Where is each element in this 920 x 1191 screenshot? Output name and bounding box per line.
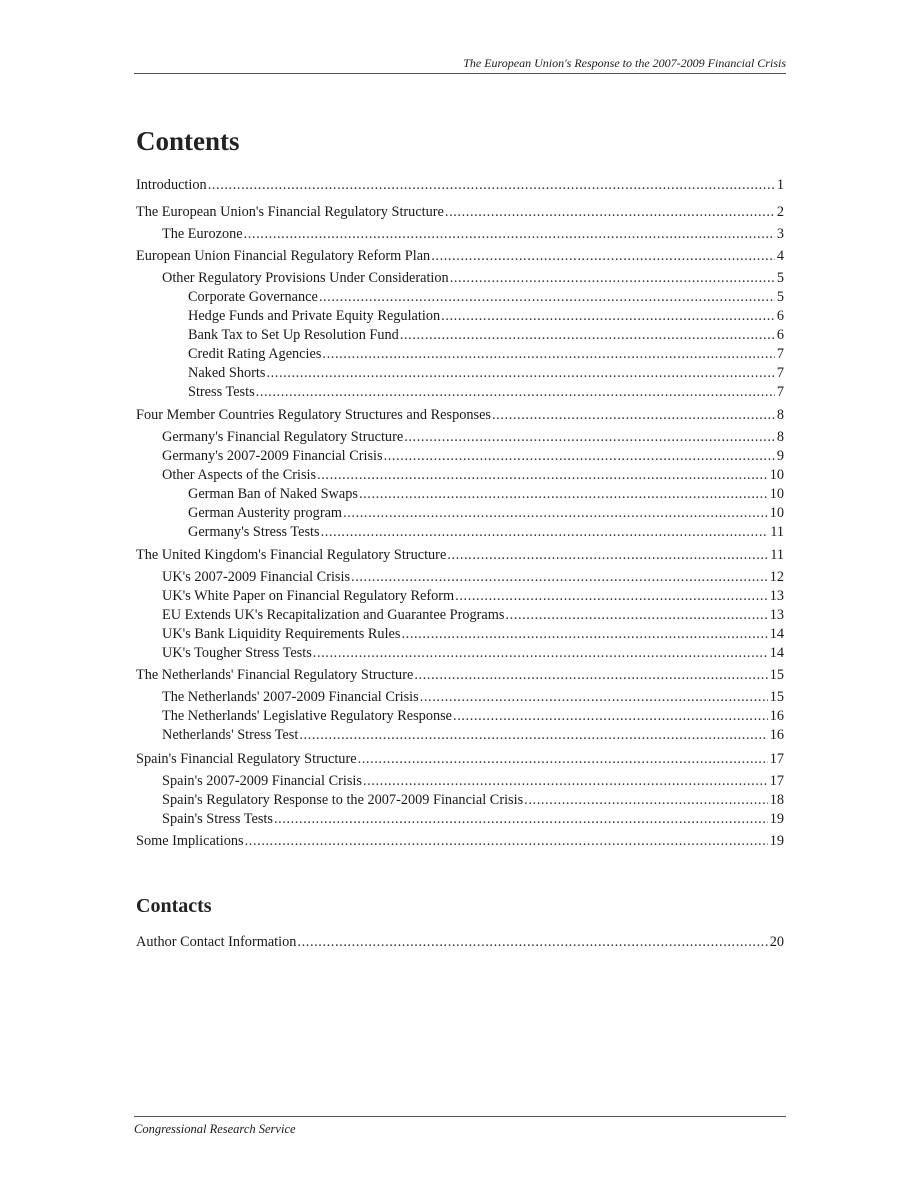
dot-leader — [401, 625, 767, 643]
toc-entry-page: 7 — [776, 346, 784, 362]
page-footer — [134, 1116, 786, 1137]
toc-entry-netherlands-stress-test[interactable] — [136, 726, 784, 744]
toc-entry-page: 15 — [769, 689, 784, 705]
toc-entry-netherlands-legislative[interactable] — [136, 707, 784, 725]
dot-leader — [492, 406, 775, 424]
toc-entry-title: UK's 2007-2009 Financial Crisis — [162, 569, 351, 585]
toc-entry-title: European Union Financial Regulatory Reform Plan — [136, 248, 431, 264]
toc-entry-page: 17 — [769, 751, 784, 767]
toc-entry-page: 9 — [776, 448, 784, 464]
contents-heading: Contents — [136, 126, 240, 156]
dot-leader — [244, 225, 775, 243]
toc-entry-title: The European Union's Financial Regulatory Structure — [136, 204, 444, 220]
dot-leader — [359, 485, 768, 503]
footer-publisher: Congressional Research Service — [134, 1122, 296, 1136]
toc-entry-stress-tests[interactable] — [136, 383, 784, 401]
toc-entry-uk-white-paper[interactable] — [136, 587, 784, 605]
toc-entry-uk-crisis[interactable] — [136, 568, 784, 586]
toc-entry-netherlands-crisis[interactable] — [136, 688, 784, 706]
toc-entry-page: 7 — [776, 365, 784, 381]
dot-leader — [274, 810, 768, 828]
toc-entry-spain-structure[interactable] — [136, 750, 784, 768]
toc-entry-title: German Ban of Naked Swaps — [188, 486, 358, 502]
dot-leader — [245, 832, 768, 850]
toc-entry-page: 7 — [776, 384, 784, 400]
toc-entry-title: Netherlands' Stress Test — [162, 727, 299, 743]
toc-entry-uk-stress-tests[interactable] — [136, 644, 784, 662]
dot-leader — [363, 772, 768, 790]
toc-entry-page: 13 — [769, 607, 784, 623]
dot-leader — [400, 326, 775, 344]
toc-entry-netherlands-structure[interactable] — [136, 666, 784, 684]
toc-entry-title: Author Contact Information — [136, 934, 297, 950]
toc-entry-page: 11 — [770, 547, 784, 563]
toc-entry-title: The Netherlands' Legislative Regulatory Response — [162, 708, 453, 724]
toc-entry-uk-liquidity[interactable] — [136, 625, 784, 643]
toc-entry-page: 1 — [776, 177, 784, 193]
contacts-heading: Contacts — [136, 895, 212, 917]
toc-entry-page: 14 — [769, 645, 784, 661]
toc-entry-title: Naked Shorts — [188, 365, 266, 381]
toc-entry-german-ban[interactable] — [136, 485, 784, 503]
dot-leader — [445, 203, 775, 221]
toc-entry-naked-shorts[interactable] — [136, 364, 784, 382]
toc-entry-title: Spain's Stress Tests — [162, 811, 273, 827]
dot-leader — [450, 269, 775, 287]
toc-entry-page: 8 — [776, 407, 784, 423]
dot-leader — [297, 933, 767, 951]
toc-entry-title: Credit Rating Agencies — [188, 346, 322, 362]
toc-entry-bank-tax[interactable] — [136, 326, 784, 344]
toc-entry-page: 15 — [769, 667, 784, 683]
toc-entry-title: Four Member Countries Regulatory Structures and Responses — [136, 407, 491, 423]
dot-leader — [524, 791, 768, 809]
dot-leader — [414, 666, 767, 684]
toc-entry-uk-structure[interactable] — [136, 546, 784, 564]
toc-entry-germany-structure[interactable] — [136, 428, 784, 446]
toc-entry-spain-response[interactable] — [136, 791, 784, 809]
toc-entry-page: 4 — [776, 248, 784, 264]
toc-entry-title: Spain's 2007-2009 Financial Crisis — [162, 773, 362, 789]
dot-leader — [321, 523, 769, 541]
toc-entry-page: 14 — [769, 626, 784, 642]
toc-entry-germany-stress-tests[interactable] — [136, 523, 784, 541]
toc-entry-page: 5 — [776, 289, 784, 305]
toc-entry-page: 11 — [770, 524, 784, 540]
toc-entry-page: 10 — [769, 467, 784, 483]
toc-entry-title: German Austerity program — [188, 505, 343, 521]
dot-leader — [453, 707, 768, 725]
toc-entry-page: 2 — [776, 204, 784, 220]
toc-entry-title: Germany's 2007-2009 Financial Crisis — [162, 448, 383, 464]
toc-entry-page: 12 — [769, 569, 784, 585]
toc-entry-four-member-countries[interactable] — [136, 406, 784, 424]
dot-leader — [358, 750, 768, 768]
toc-entry-eu-reform-plan[interactable] — [136, 247, 784, 265]
toc-entry-eu-extends-uk[interactable] — [136, 606, 784, 624]
toc-entry-hedge-funds[interactable] — [136, 307, 784, 325]
dot-leader — [299, 726, 767, 744]
dot-leader — [420, 688, 768, 706]
dot-leader — [441, 307, 775, 325]
toc-entry-other-aspects[interactable] — [136, 466, 784, 484]
toc-entry-page: 8 — [776, 429, 784, 445]
toc-entry-eu-structure[interactable] — [136, 203, 784, 221]
toc-entry-some-implications[interactable] — [136, 832, 784, 850]
toc-entry-page: 16 — [769, 727, 784, 743]
toc-entry-page: 10 — [769, 505, 784, 521]
toc-entry-title: Some Implications — [136, 833, 244, 849]
toc-entry-title: Other Aspects of the Crisis — [162, 467, 317, 483]
toc-entry-page: 16 — [769, 708, 784, 724]
dot-leader — [455, 587, 768, 605]
toc-entry-title: Spain's Regulatory Response to the 2007-2009 Financial Crisis — [162, 792, 524, 808]
dot-leader — [447, 546, 768, 564]
toc-entry-title: UK's White Paper on Financial Regulatory Reform — [162, 588, 455, 604]
toc-entry-title: Bank Tax to Set Up Resolution Fund — [188, 327, 399, 343]
toc-entry-title: EU Extends UK's Recapitalization and Guarantee Programs — [162, 607, 505, 623]
toc-entry-title: The Netherlands' 2007-2009 Financial Crisis — [162, 689, 419, 705]
toc-entry-eurozone[interactable] — [136, 225, 784, 243]
toc-entry-title: Introduction — [136, 177, 207, 193]
toc-entry-title: UK's Tougher Stress Tests — [162, 645, 312, 661]
toc-entry-title: Germany's Financial Regulatory Structure — [162, 429, 404, 445]
dot-leader — [505, 606, 767, 624]
toc-entry-page: 3 — [776, 226, 784, 242]
toc-entry-german-austerity[interactable] — [136, 504, 784, 522]
toc-entry-page: 19 — [769, 811, 784, 827]
running-header — [134, 56, 786, 74]
dot-leader — [208, 176, 775, 194]
dot-leader — [256, 383, 775, 401]
dot-leader — [431, 247, 775, 265]
toc-entry-credit-rating[interactable] — [136, 345, 784, 363]
toc-entry-introduction[interactable] — [136, 176, 784, 194]
toc-entry-title: Other Regulatory Provisions Under Consideration — [162, 270, 449, 286]
toc-entry-page: 19 — [769, 833, 784, 849]
toc-entry-title: The Eurozone — [162, 226, 243, 242]
toc-entry-spain-crisis[interactable] — [136, 772, 784, 790]
dot-leader — [343, 504, 768, 522]
toc-entry-title: Germany's Stress Tests — [188, 524, 320, 540]
dot-leader — [384, 447, 775, 465]
toc-entry-title: Stress Tests — [188, 384, 255, 400]
toc-entry-title: The United Kingdom's Financial Regulatory Structure — [136, 547, 447, 563]
toc-entry-corporate-governance[interactable] — [136, 288, 784, 306]
toc-entry-other-provisions[interactable] — [136, 269, 784, 287]
toc-entry-title: Corporate Governance — [188, 289, 318, 305]
toc-entry-germany-crisis[interactable] — [136, 447, 784, 465]
running-header-title: The European Union's Response to the 2007-2009 Financial Crisis — [463, 56, 786, 70]
dot-leader — [319, 288, 775, 306]
toc-entry-page: 20 — [769, 934, 784, 950]
toc-entry-page: 13 — [769, 588, 784, 604]
toc-entry-title: UK's Bank Liquidity Requirements Rules — [162, 626, 401, 642]
toc-entry-page: 6 — [776, 327, 784, 343]
toc-entry-author-contact[interactable] — [136, 933, 784, 951]
dot-leader — [266, 364, 774, 382]
toc-entry-page: 5 — [776, 270, 784, 286]
toc-entry-page: 17 — [769, 773, 784, 789]
dot-leader — [404, 428, 775, 446]
toc-entry-spain-stress-tests[interactable] — [136, 810, 784, 828]
toc-entry-page: 10 — [769, 486, 784, 502]
dot-leader — [313, 644, 768, 662]
toc-entry-title: Spain's Financial Regulatory Structure — [136, 751, 357, 767]
toc-entry-title: Hedge Funds and Private Equity Regulation — [188, 308, 441, 324]
dot-leader — [317, 466, 768, 484]
toc-entry-title: The Netherlands' Financial Regulatory Structure — [136, 667, 414, 683]
toc-entry-page: 6 — [776, 308, 784, 324]
dot-leader — [351, 568, 768, 586]
toc-entry-page: 18 — [769, 792, 784, 808]
dot-leader — [322, 345, 774, 363]
